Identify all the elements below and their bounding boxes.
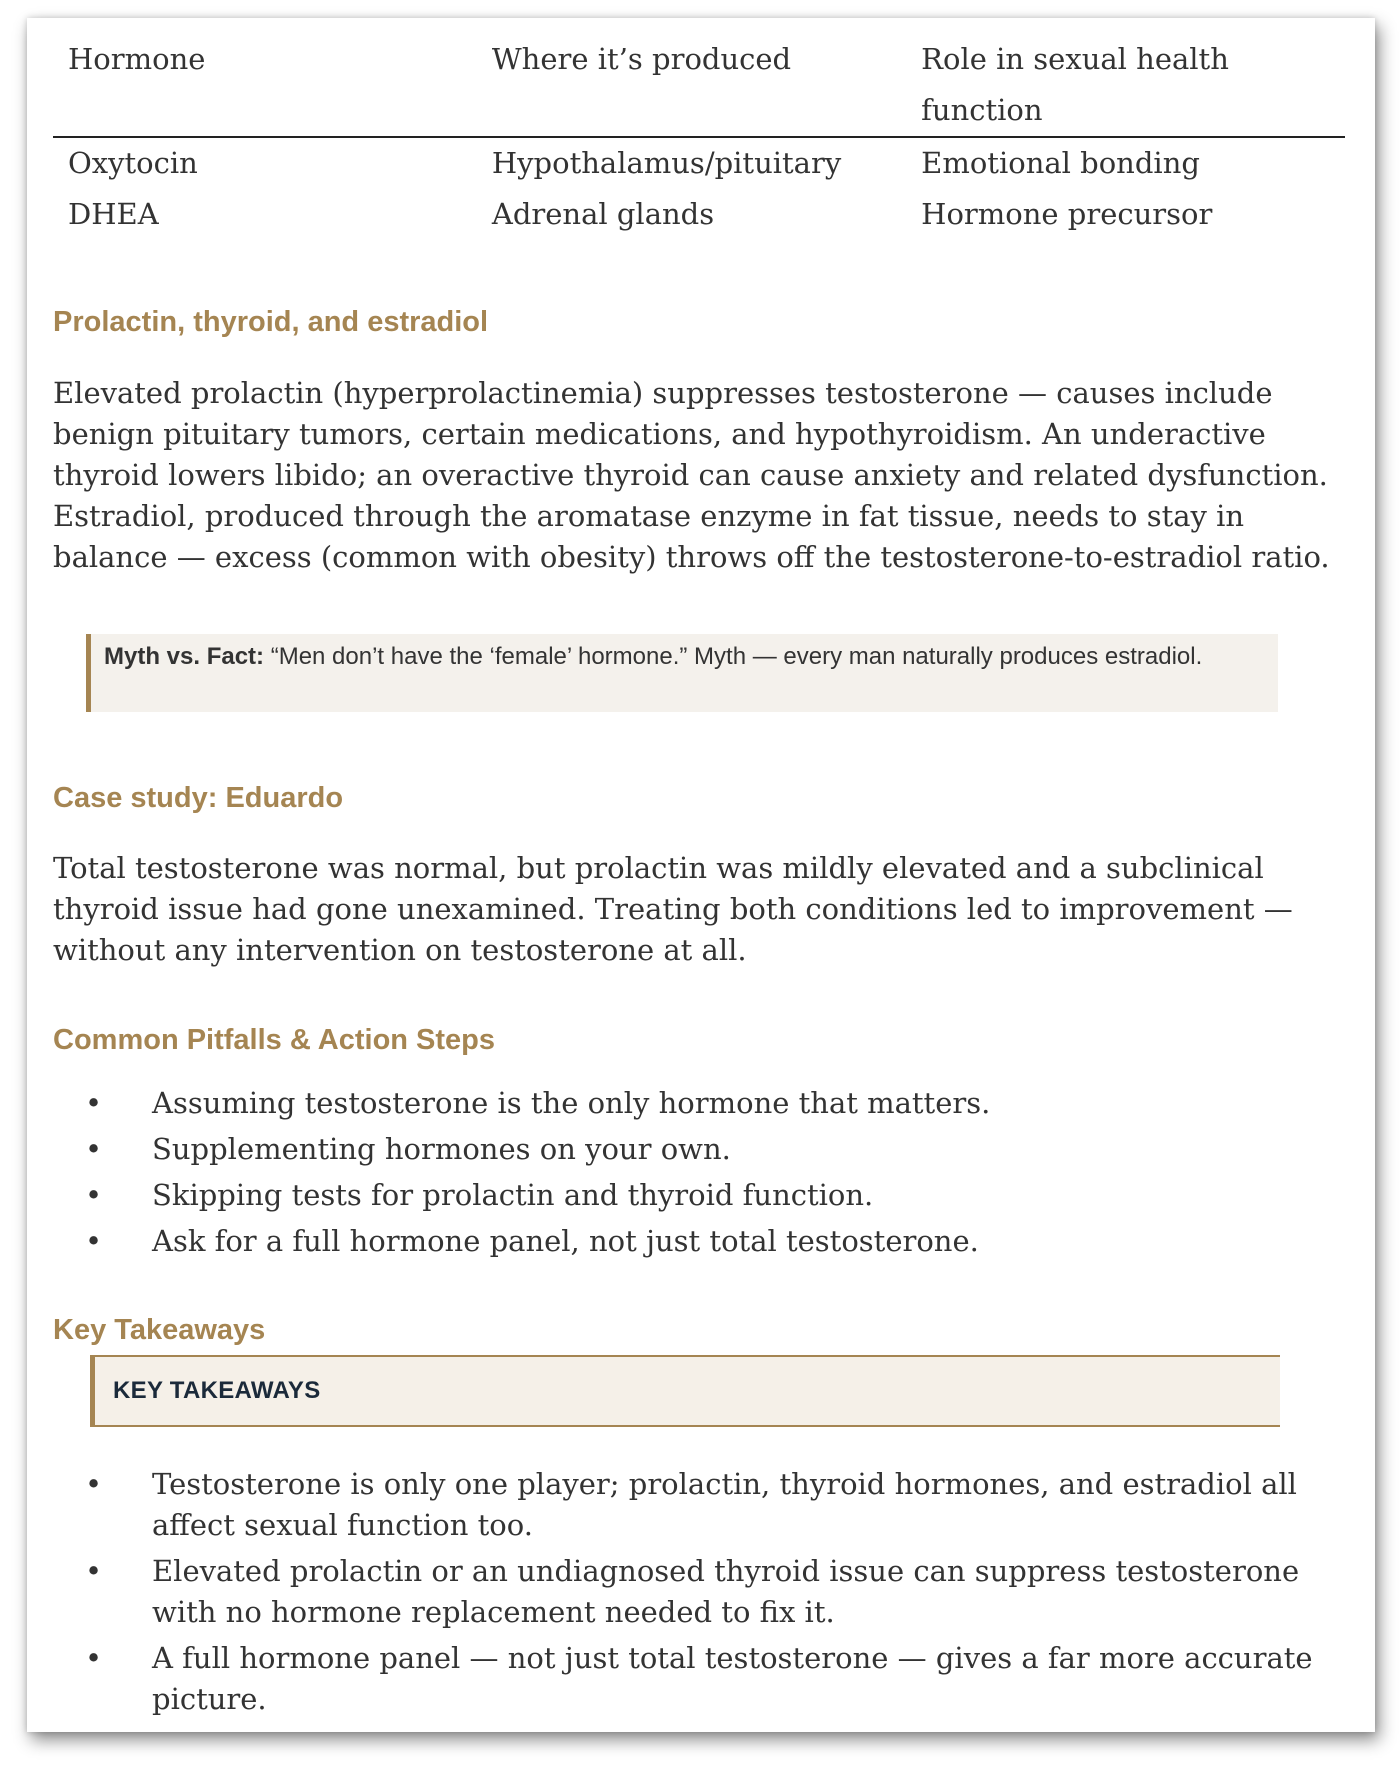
bullet-icon: • bbox=[85, 1467, 103, 1501]
hormone-table bbox=[53, 34, 1345, 240]
list-item bbox=[53, 1638, 1345, 1720]
table-header-role: Role in sexual health function bbox=[906, 34, 1345, 137]
list-item-text: Supplementing hormones on your own. bbox=[152, 1132, 731, 1166]
table-cell-produced: Adrenal glands bbox=[491, 197, 715, 231]
list-item bbox=[53, 1551, 1345, 1633]
table-cell-produced: Hypothalamus/pituitary bbox=[491, 146, 842, 180]
list-item-text: Ask for a full hormone panel, not just total testosterone. bbox=[152, 1224, 979, 1258]
section-heading-key-takeaways: Key Takeaways bbox=[53, 1314, 266, 1346]
list-item bbox=[53, 1172, 1345, 1218]
bullet-icon: • bbox=[85, 1554, 103, 1588]
table-header-hormone: Hormone bbox=[53, 34, 477, 137]
list-item-text: Assuming testosterone is the only hormone that matters. bbox=[152, 1086, 991, 1120]
list-item-text: Testosterone is only one player; prolactin, thyroid hormones, and estradiol all affect sexual function too. bbox=[152, 1467, 1297, 1542]
myth-fact-lead: Myth vs. Fact: bbox=[104, 643, 265, 670]
table-cell-role: Emotional bonding bbox=[921, 146, 1200, 180]
key-takeaways-box: KEY TAKEAWAYS bbox=[90, 1355, 1280, 1427]
myth-fact-callout bbox=[86, 634, 1278, 712]
bullet-icon: • bbox=[85, 1178, 103, 1212]
table-header-row bbox=[53, 34, 1345, 137]
list-item bbox=[53, 1080, 1345, 1126]
list-item bbox=[53, 1126, 1345, 1172]
table-row bbox=[53, 189, 1345, 240]
pitfalls-list bbox=[53, 1080, 1345, 1264]
table-cell-hormone: DHEA bbox=[68, 197, 159, 231]
section-heading-prolactin: Prolactin, thyroid, and estradiol bbox=[53, 306, 489, 338]
bullet-icon: • bbox=[85, 1224, 103, 1258]
section-heading-case-study: Case study: Eduardo bbox=[53, 782, 344, 814]
table-cell-role: Hormone precursor bbox=[921, 197, 1213, 231]
prolactin-paragraph: Elevated prolactin (hyperprolactinemia) suppresses testosterone — causes include benign pituitary tumors, certain medications, and hypothyroidism. An underactive thyroid lowers libido; an overactive thyroid can cause anxiety and related dysfunction. Estradiol, produced through the aromatase enzyme in fat tissue, needs to stay in balance — excess (common with obesity) throws off the testosterone-to-estradiol ratio. bbox=[53, 376, 1330, 574]
case-study-paragraph: Total testosterone was normal, but prolactin was mildly elevated and a subclinical thyroid issue had gone unexamined. Treating both conditions led to improvement — without any intervention on testosterone at all. bbox=[53, 851, 1293, 967]
bullet-icon: • bbox=[85, 1086, 103, 1120]
section-heading-pitfalls: Common Pitfalls & Action Steps bbox=[53, 1024, 496, 1056]
list-item-text: Elevated prolactin or an undiagnosed thyroid issue can suppress testosterone with no hormone replacement needed to fix it. bbox=[152, 1554, 1300, 1629]
bullet-icon: • bbox=[85, 1132, 103, 1166]
list-item-text: Skipping tests for prolactin and thyroid function. bbox=[152, 1178, 874, 1212]
document-page bbox=[27, 18, 1375, 1732]
table-cell-hormone: Oxytocin bbox=[68, 146, 198, 180]
bullet-icon: • bbox=[85, 1641, 103, 1675]
list-item-text: A full hormone panel — not just total testosterone — gives a far more accurate picture. bbox=[152, 1641, 1313, 1716]
table-row bbox=[53, 137, 1345, 189]
list-item bbox=[53, 1464, 1345, 1546]
list-item bbox=[53, 1218, 1345, 1264]
table-header-produced: Where it’s produced bbox=[477, 34, 906, 137]
myth-fact-text: “Men don’t have the ‘female’ hormone.” Myth — every man naturally produces estradiol. bbox=[270, 643, 1203, 670]
takeaways-list bbox=[53, 1464, 1345, 1725]
